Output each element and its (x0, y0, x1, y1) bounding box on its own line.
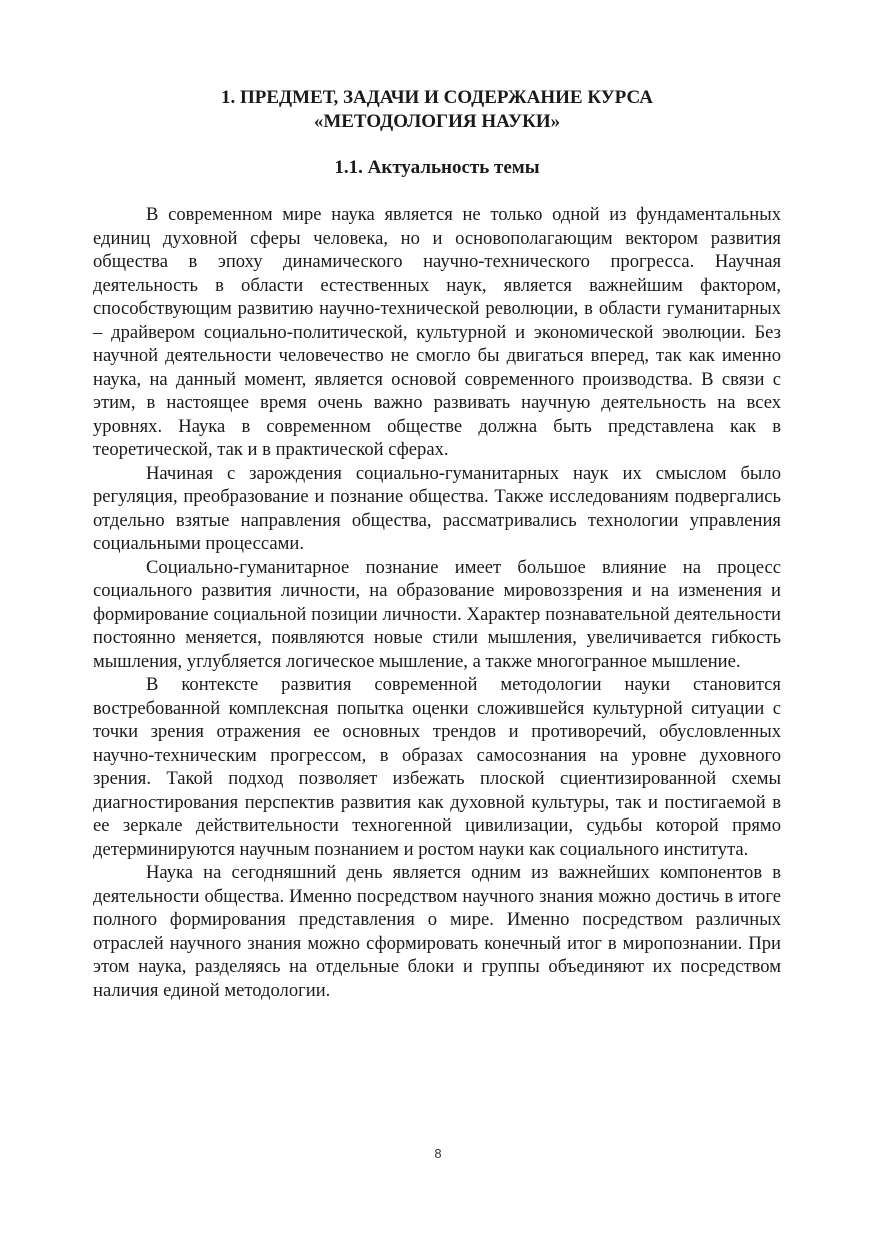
paragraph-5: Наука на сегодняшний день является одним из важнейших компонентов в деятельности общества. Именно посредством научного знания можно достичь в итоге полного формирования представления о мире. Именно посредством различных отраслей научного знания можно сформировать конечный итог в миропознании. При этом наука, разделяясь на отдельные блоки и группы объединяют их посредством наличия единой методологии. (93, 862, 781, 1001)
section-title: 1.1. Актуальность темы (334, 157, 540, 178)
paragraph-2: Начиная с зарождения социально-гуманитарных наук их смыслом было регуляция, преобразование и познание общества. Также исследованиям подвергались отдельно взятые направления общества, рассматривались технологии управления социальными процессами. (93, 462, 781, 554)
paragraph-4: В контексте развития современной методологии науки становится востребованной комплексная попытка оценки сложившейся культурной ситуации с точки зрения отражения ее основных трендов и противоречий, обусловленных научно-техническим прогрессом, в образах самосознания на уровне духовного зрения. Такой подход позволяет избежать плоской сциентизированной схемы диагностирования перспектив развития как духовной культуры, так и постигаемой в ее зеркале действительности техногенной цивилизации, судьбы которой прямо детерминируются научным познанием и ростом науки как социального института. (93, 674, 781, 860)
page-number: 8 (434, 1146, 442, 1161)
chapter-title-line-2: «МЕТОДОЛОГИЯ НАУКИ» (313, 111, 561, 132)
chapter-title-line-1: 1. ПРЕДМЕТ, ЗАДАЧИ И СОДЕРЖАНИЕ КУРСА (220, 87, 654, 108)
chapter-title (93, 86, 781, 134)
body-text (93, 203, 781, 1002)
paragraph-1: В современном мире наука является не только одной из фундаментальных единиц духовной сферы человека, но и основополагающим вектором развития общества в эпоху динамического научно-технического прогресса. Научная деятельность в области естественных наук, является важнейшим фактором, способствующим развитию научно-технической революции, в области гуманитарных – драйвером социально-политической, культурной и экономической эволюции. Без научной деятельности человечество не смогло бы двигаться вперед, так как именно наука, на данный момент, является основой современного производства. В связи с этим, в настоящее время очень важно развивать научную деятельность на всех уровнях. Наука в современном обществе должна быть представлена как в теоретической, так и в практической сферах. (93, 204, 781, 460)
paragraph-3: Социально-гуманитарное познание имеет большое влияние на процесс социального развития личности, на образование мировоззрения и на изменения и формирование социальной позиции личности. Характер познавательной деятельности постоянно меняется, появляются новые стили мышления, увеличивается гибкость мышления, углубляется логическое мышление, а также многогранное мышление. (93, 556, 781, 672)
